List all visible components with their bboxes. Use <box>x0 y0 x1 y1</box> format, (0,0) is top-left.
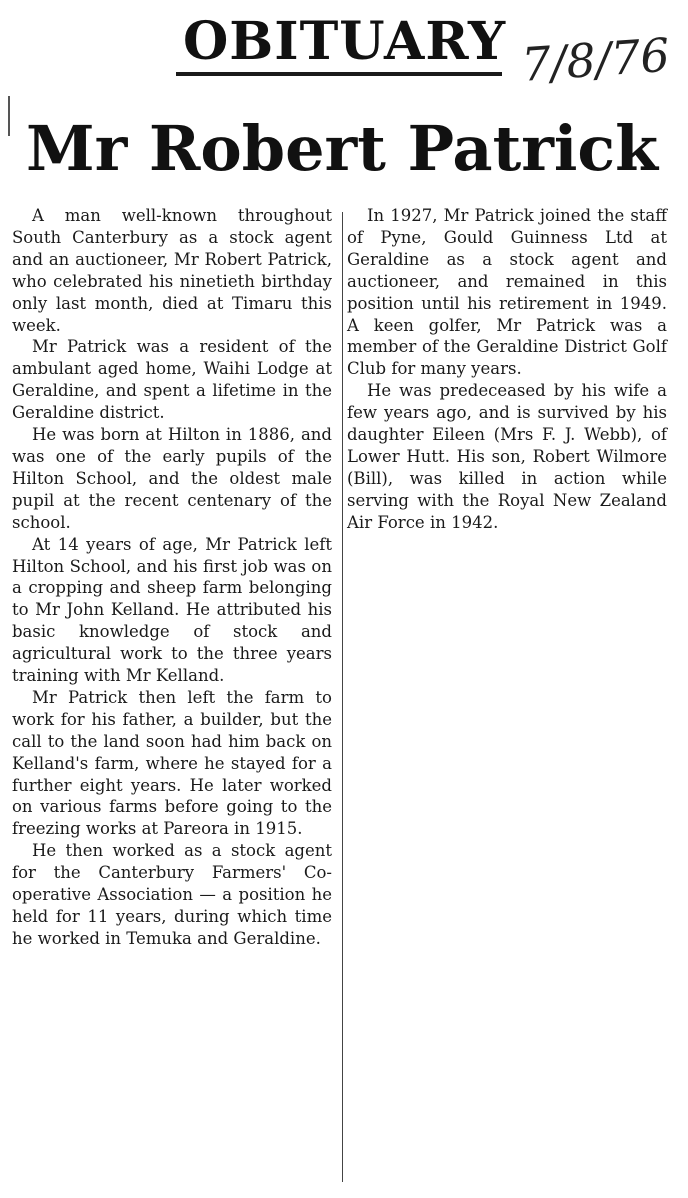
article-paragraph: He was predeceased by his wife a few years ago, and is survived by his daughter Eileen (Mrs F. J. Webb), of Lower Hutt. His son, Robert Wilmore (Bill), was killed in action while serving with the Royal New Zealand Air Force in 1942. <box>347 381 667 532</box>
column-divider <box>342 212 343 1182</box>
article-paragraph: Mr Patrick then left the farm to work for his father, a builder, but the call to the land soon had him back on Kelland's farm, where he stayed for a further eight years. He later worked on various farms before going to the freezing works at Pareora in 1915. <box>12 687 332 839</box>
article-paragraph: He was born at Hilton in 1886, and was one of the early pupils of the Hilton School, and the oldest male pupil at the recent centenary of the school. <box>12 425 332 532</box>
article-column-left <box>12 205 332 950</box>
kicker-underline <box>176 72 502 76</box>
clipping-left-edge <box>8 96 10 136</box>
section-kicker: OBITUARY <box>183 11 507 72</box>
handwritten-date: 7/8/76 <box>519 27 672 92</box>
article-column-right <box>347 205 667 534</box>
article-paragraph: In 1927, Mr Patrick joined the staff of Pyne, Gould Guinness Ltd at Geraldine as a stock agent and auctioneer, and remained in this position until his retirement in 1949. A keen golfer, Mr Patrick was a member of the Geraldine District Golf Club for many years. <box>347 206 667 379</box>
headline: Mr Robert Patrick <box>26 112 659 185</box>
article-paragraph: He then worked as a stock agent for the Canterbury Farmers' Co-operative Association — a position he held for 11 years, during which time he worked in Temuka and Geraldine. <box>12 841 332 948</box>
article-paragraph: A man well-known throughout South Canterbury as a stock agent and an auctioneer, Mr Robert Patrick, who celebrated his ninetieth birthday only last month, died at Timaru this week. <box>12 206 332 335</box>
article-paragraph: Mr Patrick was a resident of the ambulant aged home, Waihi Lodge at Geraldine, and spent a lifetime in the Geraldine district. <box>12 337 332 423</box>
article-paragraph: At 14 years of age, Mr Patrick left Hilton School, and his first job was on a cropping and sheep farm belonging to Mr John Kelland. He attributed his basic knowledge of stock and agricultural work to the three years training with Mr Kelland. <box>12 534 332 686</box>
